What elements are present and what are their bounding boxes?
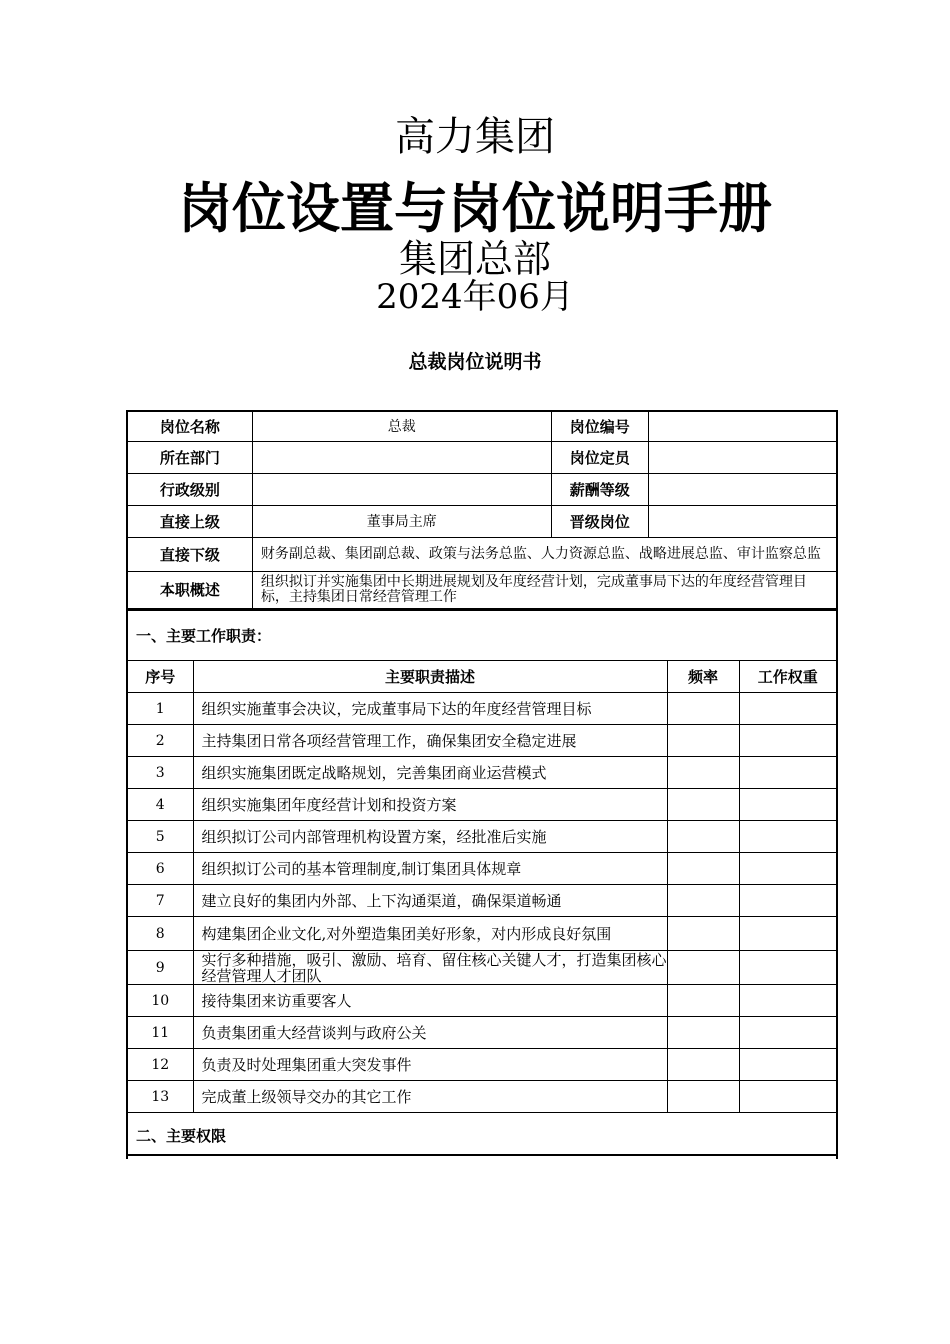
table-row	[127, 757, 837, 789]
superior-label: 直接上级	[127, 505, 252, 537]
duty-no: 3	[127, 757, 193, 789]
duty-freq	[667, 951, 739, 985]
summary-label: 本职概述	[127, 571, 252, 609]
duty-freq	[667, 725, 739, 757]
table-row	[127, 985, 837, 1017]
info-row	[127, 411, 837, 441]
duty-weight	[739, 1081, 837, 1113]
duty-no: 1	[127, 693, 193, 725]
manual-title: 岗位设置与岗位说明手册	[178, 177, 772, 240]
duty-desc: 组织拟订公司内部管理机构设置方案，经批准后实施	[193, 821, 667, 853]
duty-desc: 组织拟订公司的基本管理制度,制订集团具体规章	[193, 853, 667, 885]
info-row	[127, 537, 837, 571]
duty-desc: 组织实施集团既定战略规划，完善集团商业运营模式	[193, 757, 667, 789]
duty-desc: 主持集团日常各项经营管理工作，确保集团安全稳定进展	[193, 725, 667, 757]
duty-freq	[667, 693, 739, 725]
info-row	[127, 473, 837, 505]
col-header-no: 序号	[127, 661, 193, 693]
company-title: 高力集团	[395, 114, 555, 160]
superior-value: 董事局主席	[252, 505, 551, 537]
duty-no: 9	[127, 951, 193, 985]
col-header-desc: 主要职责描述	[193, 661, 667, 693]
admin-level-label: 行政级别	[127, 473, 252, 505]
subordinate-label: 直接下级	[127, 537, 252, 571]
department-label: 所在部门	[127, 441, 252, 473]
duty-no: 2	[127, 725, 193, 757]
table-row	[127, 821, 837, 853]
table-row	[127, 693, 837, 725]
duties-header-row	[127, 661, 837, 693]
duty-no: 12	[127, 1049, 193, 1081]
duty-no: 7	[127, 885, 193, 917]
duty-desc: 组织实施集团年度经营计划和投资方案	[193, 789, 667, 821]
duty-weight	[739, 821, 837, 853]
duty-no: 10	[127, 985, 193, 1017]
duty-weight	[739, 725, 837, 757]
duties-table	[126, 610, 838, 1159]
duty-desc: 建立良好的集团内外部、上下沟通渠道，确保渠道畅通	[193, 885, 667, 917]
salary-grade-value	[648, 473, 837, 505]
duty-weight	[739, 853, 837, 885]
duty-freq	[667, 757, 739, 789]
department-value	[252, 441, 551, 473]
admin-level-value	[252, 473, 551, 505]
table-row	[127, 951, 837, 985]
subordinate-value: 财务副总裁、集团副总裁、政策与法务总监、人力资源总监、战略进展总监、审计监察总监	[252, 537, 837, 571]
promotion-label: 晋级岗位	[551, 505, 648, 537]
table-row	[127, 725, 837, 757]
authority-section-title: 二、主要权限	[127, 1113, 837, 1159]
duty-no: 11	[127, 1017, 193, 1049]
duty-freq	[667, 1049, 739, 1081]
table-row	[127, 885, 837, 917]
table-row	[127, 1049, 837, 1081]
headcount-label: 岗位定员	[551, 441, 648, 473]
duty-weight	[739, 917, 837, 951]
table-row	[127, 917, 837, 951]
duty-freq	[667, 885, 739, 917]
position-code-label: 岗位编号	[551, 411, 648, 441]
duty-weight	[739, 985, 837, 1017]
table-row	[127, 1081, 837, 1113]
summary-value: 组织拟订并实施集团中长期进展规划及年度经营计划，完成董事局下达的年度经营管理目标，主持集团日常经营管理工作	[252, 571, 837, 609]
table-row	[127, 1017, 837, 1049]
salary-grade-label: 薪酬等级	[551, 473, 648, 505]
duty-desc: 完成董上级领导交办的其它工作	[193, 1081, 667, 1113]
duty-freq	[667, 1081, 739, 1113]
info-row	[127, 441, 837, 473]
info-row	[127, 571, 837, 609]
table-row	[127, 853, 837, 885]
promotion-value	[648, 505, 837, 537]
department-title: 集团总部	[398, 237, 551, 281]
position-name-label: 岗位名称	[127, 411, 252, 441]
duty-desc: 接待集团来访重要客人	[193, 985, 667, 1017]
duty-weight	[739, 693, 837, 725]
duty-desc: 实行多种措施，吸引、激励、培育、留住核心关键人才，打造集团核心经营管理人才团队	[193, 951, 667, 985]
duty-weight	[739, 885, 837, 917]
duty-freq	[667, 821, 739, 853]
duty-desc: 负责集团重大经营谈判与政府公关	[193, 1017, 667, 1049]
duty-weight	[739, 951, 837, 985]
duty-no: 8	[127, 917, 193, 951]
table-row	[127, 789, 837, 821]
duty-no: 13	[127, 1081, 193, 1113]
duty-desc: 组织实施董事会决议，完成董事局下达的年度经营管理目标	[193, 693, 667, 725]
duty-weight	[739, 789, 837, 821]
document-title: 总裁岗位说明书	[408, 351, 542, 373]
table-bottom-border	[126, 1154, 838, 1156]
duty-no: 5	[127, 821, 193, 853]
duty-freq	[667, 985, 739, 1017]
duty-no: 6	[127, 853, 193, 885]
date-title: 2024年06月	[376, 277, 574, 317]
duty-freq	[667, 789, 739, 821]
info-row	[127, 505, 837, 537]
duty-weight	[739, 1017, 837, 1049]
duty-desc: 负责及时处理集团重大突发事件	[193, 1049, 667, 1081]
duties-section-title: 一、主要工作职责：	[127, 611, 837, 661]
duty-freq	[667, 917, 739, 951]
duty-weight	[739, 1049, 837, 1081]
duty-weight	[739, 757, 837, 789]
duty-freq	[667, 1017, 739, 1049]
authority-section-row	[127, 1113, 837, 1159]
col-header-weight: 工作权重	[739, 661, 837, 693]
col-header-freq: 频率	[667, 661, 739, 693]
duties-section-row	[127, 611, 837, 661]
duty-no: 4	[127, 789, 193, 821]
duty-freq	[667, 853, 739, 885]
duty-desc: 构建集团企业文化,对外塑造集团美好形象，对内形成良好氛围	[193, 917, 667, 951]
position-info-table	[126, 410, 838, 610]
headcount-value	[648, 441, 837, 473]
position-code-value	[648, 411, 837, 441]
position-name-value: 总裁	[252, 411, 551, 441]
